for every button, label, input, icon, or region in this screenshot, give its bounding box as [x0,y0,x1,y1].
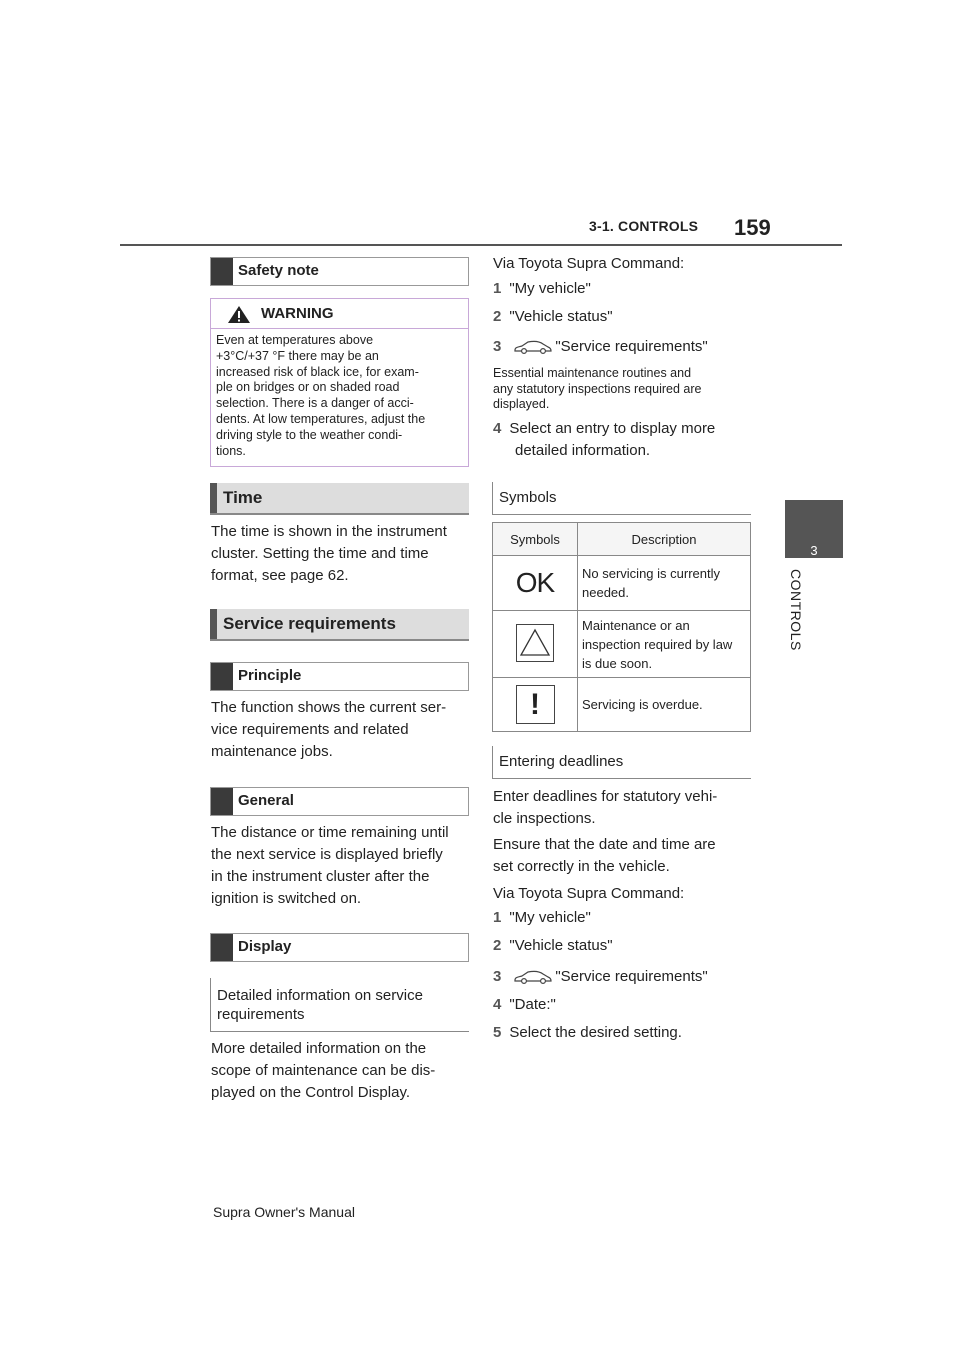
step-2: 2 "Vehicle status" [493,308,613,325]
triangle-icon [516,624,554,662]
time-paragraph: The time is shown in the instrument cluster. Setting the time and time format, see page 62. [211,523,447,584]
ensure-paragraph: Ensure that the date and time are set correctly in the vehicle. [493,836,716,875]
chapter-label: CONTROLS [788,569,804,651]
table-cell-description: Maintenance or an inspection required by law is due soon. [578,611,751,678]
table-header-symbols: Symbols [493,523,578,556]
general-paragraph: The distance or time remaining until the next service is displayed briefly in the instrument cluster after the ignition is switched on. [211,824,449,907]
step-2: 2 "Vehicle status" [493,937,613,954]
chapter-tab [785,500,843,558]
footer: Supra Owner's Manual [213,1204,355,1220]
step-3: 3 "Service requirements" [493,968,708,985]
table-header-row [493,523,751,556]
detailed-information-subheading: Detailed information on service requirements [210,978,469,1032]
entering-deadlines-subheading: Entering deadlines [492,746,751,779]
car-icon [513,339,553,355]
step-1: 1 "My vehicle" [493,909,591,926]
header-rule [120,244,842,246]
table-header-description: Description [578,523,751,556]
deadlines-paragraph: Enter deadlines for statutory vehi- cle inspections. [493,788,718,827]
table-cell-description: Servicing is overdue. [578,678,751,732]
ok-icon: OK [493,556,578,611]
page-number: 159 [734,215,771,240]
table-cell-description: No servicing is currently needed. [578,556,751,611]
service-requirements-heading: Service requirements [210,609,469,641]
general-heading: General [210,787,469,816]
via-command-1: Via Toyota Supra Command: [493,255,685,272]
principle-paragraph: The function shows the current ser- vice requirements and related maintenance jobs. [211,699,447,760]
step-1: 1 "My vehicle" [493,280,591,297]
essential-maintenance-note: Essential maintenance routines and any statutory inspections required are displayed. [493,366,702,411]
principle-heading: Principle [210,662,469,691]
warning-title: WARNING [261,305,334,322]
detailed-information-paragraph: More detailed information on the scope of maintenance can be dis- played on the Control Display. [211,1040,436,1101]
time-heading: Time [210,483,469,515]
warning-box [210,298,469,467]
exclamation-icon: ! [516,685,555,724]
symbols-table [492,522,751,732]
car-icon [513,969,553,985]
table-row [493,678,751,732]
step-3: 3 "Service requirements" [493,338,708,355]
step-5: 5 Select the desired setting. [493,1024,682,1041]
chapter-number: 3 [810,543,818,558]
display-heading: Display [210,933,469,962]
table-row [493,611,751,678]
safety-note-heading: Safety note [210,257,469,286]
warning-triangle-icon [227,305,251,324]
section-title: 3-1. CONTROLS [589,218,699,234]
symbols-subheading: Symbols [492,482,751,515]
step-4: 4 "Date:" [493,996,556,1013]
step-4-continued: detailed information. [515,442,651,459]
table-row [493,556,751,611]
warning-text: Even at temperatures above +3°C/+37 °F there may be an increased risk of black ice, for exam- ple on bridges or on shaded road selection. There is a danger of acci- dents. At low temperatures, adjust the driving style to the weather condi- tions. [216,333,426,458]
via-command-2: Via Toyota Supra Command: [493,885,685,902]
step-4: 4 Select an entry to display more [493,420,716,437]
